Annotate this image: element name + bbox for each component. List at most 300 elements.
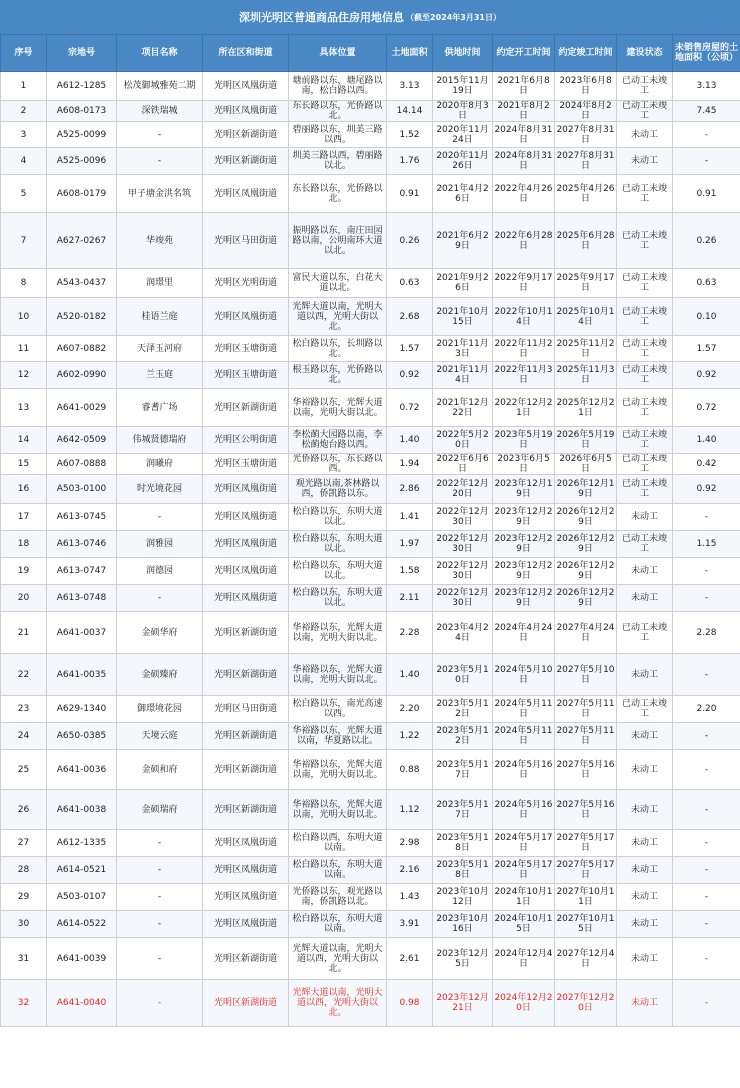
cell-unsold-area: 3.13 xyxy=(673,72,740,101)
cell-unsold-area: - xyxy=(673,911,740,938)
cell-status: 未动工 xyxy=(617,884,673,911)
cell-location: 松白路以东，东明大道以北。 xyxy=(289,531,387,558)
cell-no: 16 xyxy=(1,475,47,504)
cell-lot-number: A641-0038 xyxy=(47,790,117,830)
cell-unsold-area: 7.45 xyxy=(673,101,740,122)
cell-land-area: 0.88 xyxy=(387,750,433,790)
cell-start-date: 2022年12月21日 xyxy=(493,389,555,427)
cell-status: 已动工未竣工 xyxy=(617,269,673,298)
cell-location: 东长路以东，光侨路以北。 xyxy=(289,175,387,213)
cell-status: 未动工 xyxy=(617,654,673,696)
cell-start-date: 2024年8月31日 xyxy=(493,148,555,175)
cell-no: 15 xyxy=(1,454,47,475)
cell-status: 未动工 xyxy=(617,750,673,790)
cell-finish-date: 2023年6月8日 xyxy=(555,72,617,101)
cell-supply-date: 2022年12月30日 xyxy=(433,558,493,585)
cell-supply-date: 2022年12月30日 xyxy=(433,585,493,612)
cell-status: 未动工 xyxy=(617,122,673,148)
cell-supply-date: 2023年10月12日 xyxy=(433,884,493,911)
cell-finish-date: 2027年5月11日 xyxy=(555,696,617,723)
cell-location: 光辉大道以南，光明大道以西，光明大街以北。 xyxy=(289,298,387,336)
cell-start-date: 2023年12月29日 xyxy=(493,504,555,531)
cell-location: 光辉大道以南，光明大道以西，光明大街以北。 xyxy=(289,938,387,980)
cell-status: 未动工 xyxy=(617,911,673,938)
cell-finish-date: 2025年10月14日 xyxy=(555,298,617,336)
cell-district: 光明区新湖街道 xyxy=(203,750,289,790)
cell-unsold-area: - xyxy=(673,750,740,790)
cell-lot-number: A608-0179 xyxy=(47,175,117,213)
cell-start-date: 2022年11月3日 xyxy=(493,362,555,389)
cell-unsold-area: 1.15 xyxy=(673,531,740,558)
cell-lot-number: A641-0035 xyxy=(47,654,117,696)
cell-unsold-area: 0.42 xyxy=(673,454,740,475)
cell-supply-date: 2021年11月3日 xyxy=(433,336,493,362)
cell-status: 未动工 xyxy=(617,504,673,531)
cell-unsold-area: 0.91 xyxy=(673,175,740,213)
cell-land-area: 1.22 xyxy=(387,723,433,750)
cell-status: 已动工未竣工 xyxy=(617,427,673,454)
cell-location: 华裕路以东，光辉大道以南，华夏路以北。 xyxy=(289,723,387,750)
cell-finish-date: 2026年12月29日 xyxy=(555,558,617,585)
cell-district: 光明区新湖街道 xyxy=(203,790,289,830)
cell-no: 10 xyxy=(1,298,47,336)
cell-no: 31 xyxy=(1,938,47,980)
header-finish-date: 约定竣工时间 xyxy=(555,35,617,72)
cell-location: 光侨路以东，观光路以南，侨凯路以北。 xyxy=(289,884,387,911)
table-row xyxy=(1,362,740,389)
cell-project-name: - xyxy=(117,585,203,612)
cell-status: 已动工未竣工 xyxy=(617,101,673,122)
cell-land-area: 1.40 xyxy=(387,427,433,454)
header-status: 建设状态 xyxy=(617,35,673,72)
cell-lot-number: A641-0039 xyxy=(47,938,117,980)
cell-location: 光辉大道以南，光明大道以西，光明大街以北。 xyxy=(289,980,387,1027)
cell-finish-date: 2025年9月17日 xyxy=(555,269,617,298)
cell-no: 3 xyxy=(1,122,47,148)
cell-no: 1 xyxy=(1,72,47,101)
cell-unsold-area: - xyxy=(673,723,740,750)
cell-status: 已动工未竣工 xyxy=(617,454,673,475)
cell-unsold-area: - xyxy=(673,558,740,585)
cell-status: 已动工未竣工 xyxy=(617,298,673,336)
cell-land-area: 2.98 xyxy=(387,830,433,857)
cell-project-name: 润雅园 xyxy=(117,531,203,558)
cell-project-name: - xyxy=(117,148,203,175)
cell-no: 4 xyxy=(1,148,47,175)
cell-district: 光明区新湖街道 xyxy=(203,148,289,175)
cell-unsold-area: 2.28 xyxy=(673,612,740,654)
cell-location: 松白路以东，东明大道以北。 xyxy=(289,504,387,531)
cell-land-area: 0.26 xyxy=(387,213,433,269)
cell-project-name: 甲子塘金洪名筑 xyxy=(117,175,203,213)
cell-no: 8 xyxy=(1,269,47,298)
cell-district: 光明区新湖街道 xyxy=(203,723,289,750)
cell-lot-number: A613-0745 xyxy=(47,504,117,531)
cell-unsold-area: 0.72 xyxy=(673,389,740,427)
cell-project-name: 松茂御城雅苑二期 xyxy=(117,72,203,101)
header-district: 所在区和街道 xyxy=(203,35,289,72)
table-row xyxy=(1,72,740,101)
cell-start-date: 2022年9月17日 xyxy=(493,269,555,298)
cell-unsold-area: - xyxy=(673,790,740,830)
cell-no: 30 xyxy=(1,911,47,938)
header-start-date: 约定开工时间 xyxy=(493,35,555,72)
cell-lot-number: A641-0036 xyxy=(47,750,117,790)
cell-supply-date: 2020年11月26日 xyxy=(433,148,493,175)
cell-start-date: 2021年8月2日 xyxy=(493,101,555,122)
cell-finish-date: 2026年12月29日 xyxy=(555,531,617,558)
cell-unsold-area: 0.10 xyxy=(673,298,740,336)
cell-no: 11 xyxy=(1,336,47,362)
table-title: 深圳光明区普通商品住房用地信息 xyxy=(239,11,405,24)
cell-location: 华裕路以东，光辉大道以南，光明大街以北。 xyxy=(289,790,387,830)
cell-project-name: 桂语兰庭 xyxy=(117,298,203,336)
table-row xyxy=(1,654,740,696)
cell-supply-date: 2021年6月29日 xyxy=(433,213,493,269)
cell-start-date: 2022年4月26日 xyxy=(493,175,555,213)
cell-unsold-area: - xyxy=(673,857,740,884)
cell-lot-number: A641-0037 xyxy=(47,612,117,654)
cell-district: 光明区玉塘街道 xyxy=(203,454,289,475)
cell-supply-date: 2022年12月20日 xyxy=(433,475,493,504)
cell-location: 东长路以东，光侨路以北。 xyxy=(289,101,387,122)
header-no: 序号 xyxy=(1,35,47,72)
cell-district: 光明区凤凰街道 xyxy=(203,558,289,585)
cell-finish-date: 2026年12月29日 xyxy=(555,585,617,612)
cell-supply-date: 2021年12月22日 xyxy=(433,389,493,427)
cell-project-name: 兰玉庭 xyxy=(117,362,203,389)
table-row xyxy=(1,696,740,723)
cell-district: 光明区凤凰街道 xyxy=(203,830,289,857)
cell-district: 光明区马田街道 xyxy=(203,696,289,723)
cell-lot-number: A641-0040 xyxy=(47,980,117,1027)
table-row xyxy=(1,790,740,830)
cell-supply-date: 2022年12月30日 xyxy=(433,531,493,558)
cell-unsold-area: - xyxy=(673,585,740,612)
cell-start-date: 2022年6月28日 xyxy=(493,213,555,269)
cell-district: 光明区新湖街道 xyxy=(203,122,289,148)
cell-unsold-area: - xyxy=(673,884,740,911)
cell-project-name: 伟城贤德瑞府 xyxy=(117,427,203,454)
cell-start-date: 2022年11月2日 xyxy=(493,336,555,362)
cell-start-date: 2023年12月29日 xyxy=(493,585,555,612)
cell-land-area: 3.91 xyxy=(387,911,433,938)
cell-land-area: 3.13 xyxy=(387,72,433,101)
cell-finish-date: 2027年8月31日 xyxy=(555,148,617,175)
cell-district: 光明区玉塘街道 xyxy=(203,362,289,389)
cell-start-date: 2024年12月4日 xyxy=(493,938,555,980)
cell-lot-number: A614-0521 xyxy=(47,857,117,884)
header-row xyxy=(1,35,740,72)
cell-no: 12 xyxy=(1,362,47,389)
cell-project-name: - xyxy=(117,857,203,884)
cell-location: 华裕路以东，光辉大道以南，光明大街以北。 xyxy=(289,654,387,696)
cell-location: 塘前路以东，塘尾路以南，松白路以西。 xyxy=(289,72,387,101)
cell-land-area: 2.11 xyxy=(387,585,433,612)
cell-supply-date: 2023年10月16日 xyxy=(433,911,493,938)
cell-lot-number: A520-0182 xyxy=(47,298,117,336)
cell-supply-date: 2023年5月17日 xyxy=(433,790,493,830)
table-row xyxy=(1,980,740,1027)
table-header xyxy=(1,35,740,72)
table-row xyxy=(1,723,740,750)
cell-no: 14 xyxy=(1,427,47,454)
cell-district: 光明区马田街道 xyxy=(203,213,289,269)
cell-supply-date: 2023年5月18日 xyxy=(433,830,493,857)
cell-location: 松白路以东，南光高速以西。 xyxy=(289,696,387,723)
cell-supply-date: 2021年4月26日 xyxy=(433,175,493,213)
cell-district: 光明区公明街道 xyxy=(203,427,289,454)
cell-project-name: - xyxy=(117,884,203,911)
cell-no: 5 xyxy=(1,175,47,213)
cell-lot-number: A602-0990 xyxy=(47,362,117,389)
cell-finish-date: 2026年6月5日 xyxy=(555,454,617,475)
cell-supply-date: 2023年5月18日 xyxy=(433,857,493,884)
cell-finish-date: 2027年5月16日 xyxy=(555,750,617,790)
cell-status: 未动工 xyxy=(617,558,673,585)
header-project-name: 项目名称 xyxy=(117,35,203,72)
cell-supply-date: 2023年5月17日 xyxy=(433,750,493,790)
cell-district: 光明区凤凰街道 xyxy=(203,585,289,612)
cell-finish-date: 2025年6月28日 xyxy=(555,213,617,269)
cell-location: 松白路以东，东明大道以北。 xyxy=(289,585,387,612)
cell-lot-number: A613-0747 xyxy=(47,558,117,585)
table-row xyxy=(1,298,740,336)
cell-location: 富民大道以东，白花大道以北。 xyxy=(289,269,387,298)
table-title-bar xyxy=(0,0,740,34)
cell-location: 华裕路以东，光辉大道以南，光明大街以北。 xyxy=(289,750,387,790)
cell-start-date: 2024年5月16日 xyxy=(493,790,555,830)
header-unsold-area: 未销售房屋的土地面积（公顷） xyxy=(673,35,740,72)
table-row xyxy=(1,830,740,857)
cell-finish-date: 2026年12月29日 xyxy=(555,504,617,531)
cell-unsold-area: 0.92 xyxy=(673,362,740,389)
cell-lot-number: A503-0107 xyxy=(47,884,117,911)
cell-lot-number: A613-0748 xyxy=(47,585,117,612)
cell-district: 光明区凤凰街道 xyxy=(203,911,289,938)
table-row xyxy=(1,750,740,790)
table-row xyxy=(1,612,740,654)
cell-land-area: 0.98 xyxy=(387,980,433,1027)
cell-start-date: 2024年5月16日 xyxy=(493,750,555,790)
cell-supply-date: 2023年12月21日 xyxy=(433,980,493,1027)
cell-finish-date: 2025年12月21日 xyxy=(555,389,617,427)
cell-district: 光明区凤凰街道 xyxy=(203,531,289,558)
cell-no: 32 xyxy=(1,980,47,1027)
cell-status: 已动工未竣工 xyxy=(617,213,673,269)
table-row xyxy=(1,938,740,980)
cell-no: 23 xyxy=(1,696,47,723)
cell-status: 已动工未竣工 xyxy=(617,72,673,101)
cell-start-date: 2024年5月17日 xyxy=(493,830,555,857)
cell-unsold-area: - xyxy=(673,122,740,148)
table-row xyxy=(1,504,740,531)
cell-district: 光明区凤凰街道 xyxy=(203,475,289,504)
cell-finish-date: 2027年4月24日 xyxy=(555,612,617,654)
cell-location: 松白路以东，东明大道以南。 xyxy=(289,857,387,884)
cell-unsold-area: - xyxy=(673,654,740,696)
cell-finish-date: 2027年5月16日 xyxy=(555,790,617,830)
cell-district: 光明区凤凰街道 xyxy=(203,101,289,122)
cell-project-name: - xyxy=(117,938,203,980)
cell-status: 未动工 xyxy=(617,980,673,1027)
cell-supply-date: 2015年11月19日 xyxy=(433,72,493,101)
cell-start-date: 2021年6月8日 xyxy=(493,72,555,101)
cell-project-name: 睿耆广场 xyxy=(117,389,203,427)
cell-no: 13 xyxy=(1,389,47,427)
cell-district: 光明区新湖街道 xyxy=(203,612,289,654)
cell-lot-number: A607-0888 xyxy=(47,454,117,475)
cell-project-name: 金硕华府 xyxy=(117,612,203,654)
cell-project-name: 润璟里 xyxy=(117,269,203,298)
cell-start-date: 2024年4月24日 xyxy=(493,612,555,654)
cell-location: 李松蓢大园路以南，李松蓢炮台路以西。 xyxy=(289,427,387,454)
cell-finish-date: 2024年8月2日 xyxy=(555,101,617,122)
cell-land-area: 1.94 xyxy=(387,454,433,475)
cell-start-date: 2023年5月19日 xyxy=(493,427,555,454)
cell-status: 未动工 xyxy=(617,938,673,980)
cell-location: 碧丽路以东，圳美三路以西。 xyxy=(289,122,387,148)
header-lot-number: 宗地号 xyxy=(47,35,117,72)
cell-project-name: - xyxy=(117,122,203,148)
cell-no: 2 xyxy=(1,101,47,122)
cell-status: 未动工 xyxy=(617,585,673,612)
cell-unsold-area: - xyxy=(673,980,740,1027)
cell-finish-date: 2025年11月2日 xyxy=(555,336,617,362)
cell-lot-number: A525-0099 xyxy=(47,122,117,148)
cell-lot-number: A627-0267 xyxy=(47,213,117,269)
cell-status: 已动工未竣工 xyxy=(617,389,673,427)
cell-project-name: 金硕瑞府 xyxy=(117,790,203,830)
cell-lot-number: A612-1285 xyxy=(47,72,117,101)
cell-no: 18 xyxy=(1,531,47,558)
cell-start-date: 2024年5月17日 xyxy=(493,857,555,884)
cell-unsold-area: - xyxy=(673,148,740,175)
cell-land-area: 0.72 xyxy=(387,389,433,427)
cell-lot-number: A629-1340 xyxy=(47,696,117,723)
table-row xyxy=(1,427,740,454)
cell-finish-date: 2027年5月11日 xyxy=(555,723,617,750)
table-row xyxy=(1,336,740,362)
cell-project-name: 润德园 xyxy=(117,558,203,585)
cell-no: 19 xyxy=(1,558,47,585)
cell-lot-number: A642-0509 xyxy=(47,427,117,454)
table-row xyxy=(1,101,740,122)
cell-project-name: - xyxy=(117,980,203,1027)
cell-location: 振明路以东，南庄田园路以南，公明南环大道以北。 xyxy=(289,213,387,269)
cell-unsold-area: - xyxy=(673,504,740,531)
cell-finish-date: 2027年5月10日 xyxy=(555,654,617,696)
cell-no: 24 xyxy=(1,723,47,750)
header-location: 具体位置 xyxy=(289,35,387,72)
cell-no: 20 xyxy=(1,585,47,612)
table-row xyxy=(1,122,740,148)
cell-supply-date: 2023年5月12日 xyxy=(433,696,493,723)
cell-start-date: 2023年12月29日 xyxy=(493,558,555,585)
cell-location: 华裕路以东，光辉大道以南，光明大街以北。 xyxy=(289,612,387,654)
cell-status: 未动工 xyxy=(617,723,673,750)
cell-land-area: 2.86 xyxy=(387,475,433,504)
cell-land-area: 1.41 xyxy=(387,504,433,531)
table-row xyxy=(1,175,740,213)
cell-district: 光明区新湖街道 xyxy=(203,654,289,696)
cell-project-name: - xyxy=(117,504,203,531)
table-row xyxy=(1,857,740,884)
cell-start-date: 2023年12月29日 xyxy=(493,531,555,558)
table-row xyxy=(1,531,740,558)
cell-start-date: 2024年10月15日 xyxy=(493,911,555,938)
cell-unsold-area: - xyxy=(673,938,740,980)
cell-finish-date: 2026年12月19日 xyxy=(555,475,617,504)
cell-unsold-area: 2.20 xyxy=(673,696,740,723)
header-supply-date: 供地时间 xyxy=(433,35,493,72)
cell-unsold-area: 1.57 xyxy=(673,336,740,362)
cell-land-area: 1.57 xyxy=(387,336,433,362)
cell-lot-number: A608-0173 xyxy=(47,101,117,122)
cell-project-name: 时光境花园 xyxy=(117,475,203,504)
cell-finish-date: 2027年5月17日 xyxy=(555,857,617,884)
cell-status: 已动工未竣工 xyxy=(617,175,673,213)
cell-supply-date: 2022年5月20日 xyxy=(433,427,493,454)
cell-land-area: 1.43 xyxy=(387,884,433,911)
table-row xyxy=(1,213,740,269)
cell-status: 已动工未竣工 xyxy=(617,531,673,558)
cell-location: 根玉路以东，光侨路以北。 xyxy=(289,362,387,389)
cell-project-name: - xyxy=(117,911,203,938)
cell-unsold-area: 0.26 xyxy=(673,213,740,269)
cell-lot-number: A614-0522 xyxy=(47,911,117,938)
cell-land-area: 2.20 xyxy=(387,696,433,723)
cell-no: 21 xyxy=(1,612,47,654)
cell-lot-number: A607-0882 xyxy=(47,336,117,362)
cell-lot-number: A641-0029 xyxy=(47,389,117,427)
cell-supply-date: 2023年5月10日 xyxy=(433,654,493,696)
cell-no: 22 xyxy=(1,654,47,696)
cell-start-date: 2024年8月31日 xyxy=(493,122,555,148)
cell-land-area: 0.63 xyxy=(387,269,433,298)
cell-unsold-area: 0.63 xyxy=(673,269,740,298)
cell-land-area: 14.14 xyxy=(387,101,433,122)
cell-land-area: 2.16 xyxy=(387,857,433,884)
cell-status: 已动工未竣工 xyxy=(617,362,673,389)
cell-location: 圳美三路以西，碧丽路以北。 xyxy=(289,148,387,175)
cell-supply-date: 2020年8月3日 xyxy=(433,101,493,122)
cell-land-area: 0.91 xyxy=(387,175,433,213)
cell-status: 已动工未竣工 xyxy=(617,475,673,504)
cell-no: 29 xyxy=(1,884,47,911)
cell-finish-date: 2027年10月15日 xyxy=(555,911,617,938)
table-row xyxy=(1,475,740,504)
cell-status: 未动工 xyxy=(617,830,673,857)
cell-no: 17 xyxy=(1,504,47,531)
cell-unsold-area: - xyxy=(673,830,740,857)
cell-land-area: 2.28 xyxy=(387,612,433,654)
cell-finish-date: 2025年4月26日 xyxy=(555,175,617,213)
cell-land-area: 1.40 xyxy=(387,654,433,696)
cell-supply-date: 2020年11月24日 xyxy=(433,122,493,148)
cell-status: 已动工未竣工 xyxy=(617,612,673,654)
cell-project-name: 华竣苑 xyxy=(117,213,203,269)
cell-project-name: 天泽玉河府 xyxy=(117,336,203,362)
cell-location: 松白路以西，东明大道以南。 xyxy=(289,830,387,857)
cell-district: 光明区凤凰街道 xyxy=(203,72,289,101)
cell-finish-date: 2025年11月3日 xyxy=(555,362,617,389)
cell-no: 25 xyxy=(1,750,47,790)
cell-no: 28 xyxy=(1,857,47,884)
cell-supply-date: 2021年9月26日 xyxy=(433,269,493,298)
cell-land-area: 1.58 xyxy=(387,558,433,585)
cell-unsold-area: 1.40 xyxy=(673,427,740,454)
